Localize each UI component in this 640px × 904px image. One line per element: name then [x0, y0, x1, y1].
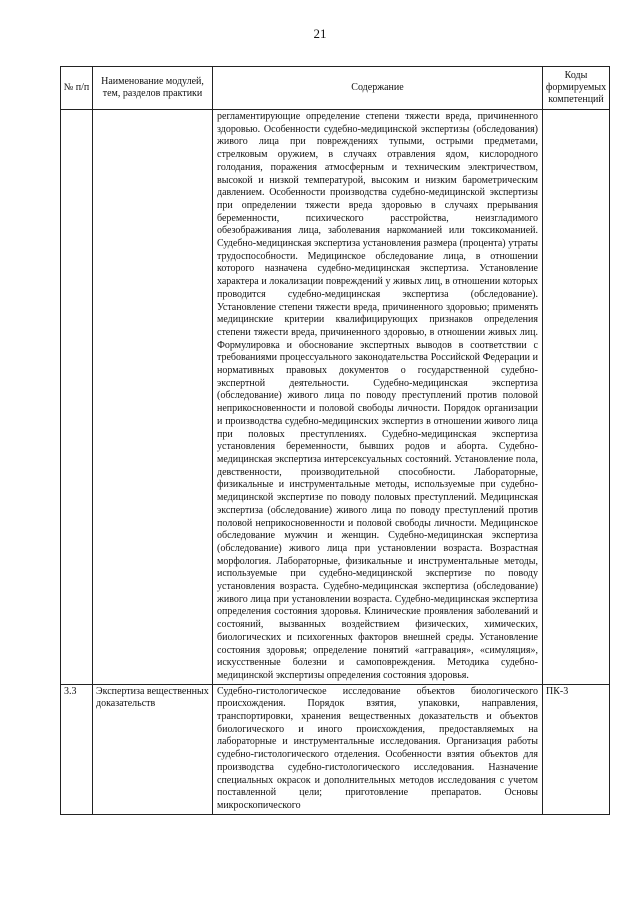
header-number: № п/п [61, 67, 93, 110]
row-competency-code [543, 110, 610, 685]
table-row [61, 110, 610, 685]
header-competency-codes: Коды формируемых компетенций [543, 67, 610, 110]
row-module-name [93, 110, 213, 685]
row-content-text: регламентирующие определение степени тяжести вреда, причиненного здоровью. Особенности судебно-медицинской экспертизы (обследования) живого лица при повреждениях тупыми, острыми предметами, стрелковым оружием, в случаях отравления ядом, кислородного голодания, поражения атмосферным и техническим электричеством, высокой и низкой температурой, высоким и низким барометрическим давлением. Особенности производства судебно-медицинской экспертизы при определении тяжести вреда здоровью в случаях прерывания беременности, психического расстройства, неизгладимого обезображивания лица, заболевания наркоманией или токсикоманией. Судебно-медицинская экспертиза установления размера (процента) утраты трудоспособности. Медицинское обследование лица, в отношении которого назначена судебно-медицинская экспертиза. Установление характера и локализации повреждений у живых лиц, в отношении которых проводится судебно-медицинская экспертиза (обследование). Установление степени тяжести вреда, причиненного здоровью; применять медицинские критерии квалифицирующих признаков определения степени тяжести вреда, причиненного здоровью, в отношении живых лиц. Формулировка и обоснование экспертных выводов в соответствии с требованиями процессуального законодательства Российской Федерации и нормативных правовых документов о государственной судебно-экспертной деятельности. Судебно-медицинская экспертиза (обследование) живого лица по поводу преступлений против половой неприкосновенности и половой свободы личности. Порядок организации и производства судебно-медицинских экспертиз в отношении живого лица при половых преступлениях. Судебно-медицинская экспертиза установления беременности, бывших родов и аборта. Судебно-медицинская экспертиза интерсексуальных состояний. Установление пола, девственности, производительной способности. Лабораторные, физикальные и инструментальные методы, используемые при судебно-медицинской экспертизе по поводу половых преступлений. Медицинская экспертиза (обследование) живого лица по поводу преступлений против половой неприкосновенности и половой свободы личности. Медицинское обследование мужчин и женщин. Судебно-медицинская экспертиза (обследование) живого лица при установлении возраста. Возрастная морфология. Лабораторные, физикальные и инструментальные методы, используемые при судебно-медицинской экспертизе по поводу установления возраста. Судебно-медицинская экспертиза (обследование) живого лица при установлении возраста. Судебно-медицинская экспертиза определения состояния здоровья. Клинические проявления заболеваний и состояний, вызванных воздействием физических, химических, биологических и психогенных факторов внешней среды. Установление состояния здоровья; определение понятий «аггравация», «симуляция», искусственные болезни и самоповреждения. Методика судебно-медицинской экспертизы определения состояния здоровья. [217, 111, 538, 681]
row-module-name: Экспертиза вещественных доказательств [93, 684, 213, 814]
page-number: 21 [313, 26, 327, 41]
row-content-text: Судебно-гистологическое исследование объектов биологического происхождения. Порядок взятия, упаковки, направления, транспортировки, хранения вещественных доказательств и объектов биологического и иного происхождения, предоставляемых на лабораторные и инструментальные исследования. Организация работы судебно-гистологического отделения. Особенности взятия объектов для производства судебно-гистологического исследования. Назначение специальных окрасок и дополнительных методов исследования с учетом поставленной цели; приготовление препаратов. Основы микроскопического [217, 685, 538, 811]
row-competency-code: ПК-3 [543, 684, 610, 814]
row-content [213, 110, 543, 685]
table-header-row [61, 67, 610, 110]
row-number [61, 110, 93, 685]
header-content: Содержание [213, 67, 543, 110]
table-row [61, 684, 610, 814]
row-number: 3.3 [61, 684, 93, 814]
header-module-name: Наименование модулей, тем, разделов практики [93, 67, 213, 110]
curriculum-table [60, 66, 610, 815]
row-content [213, 684, 543, 814]
